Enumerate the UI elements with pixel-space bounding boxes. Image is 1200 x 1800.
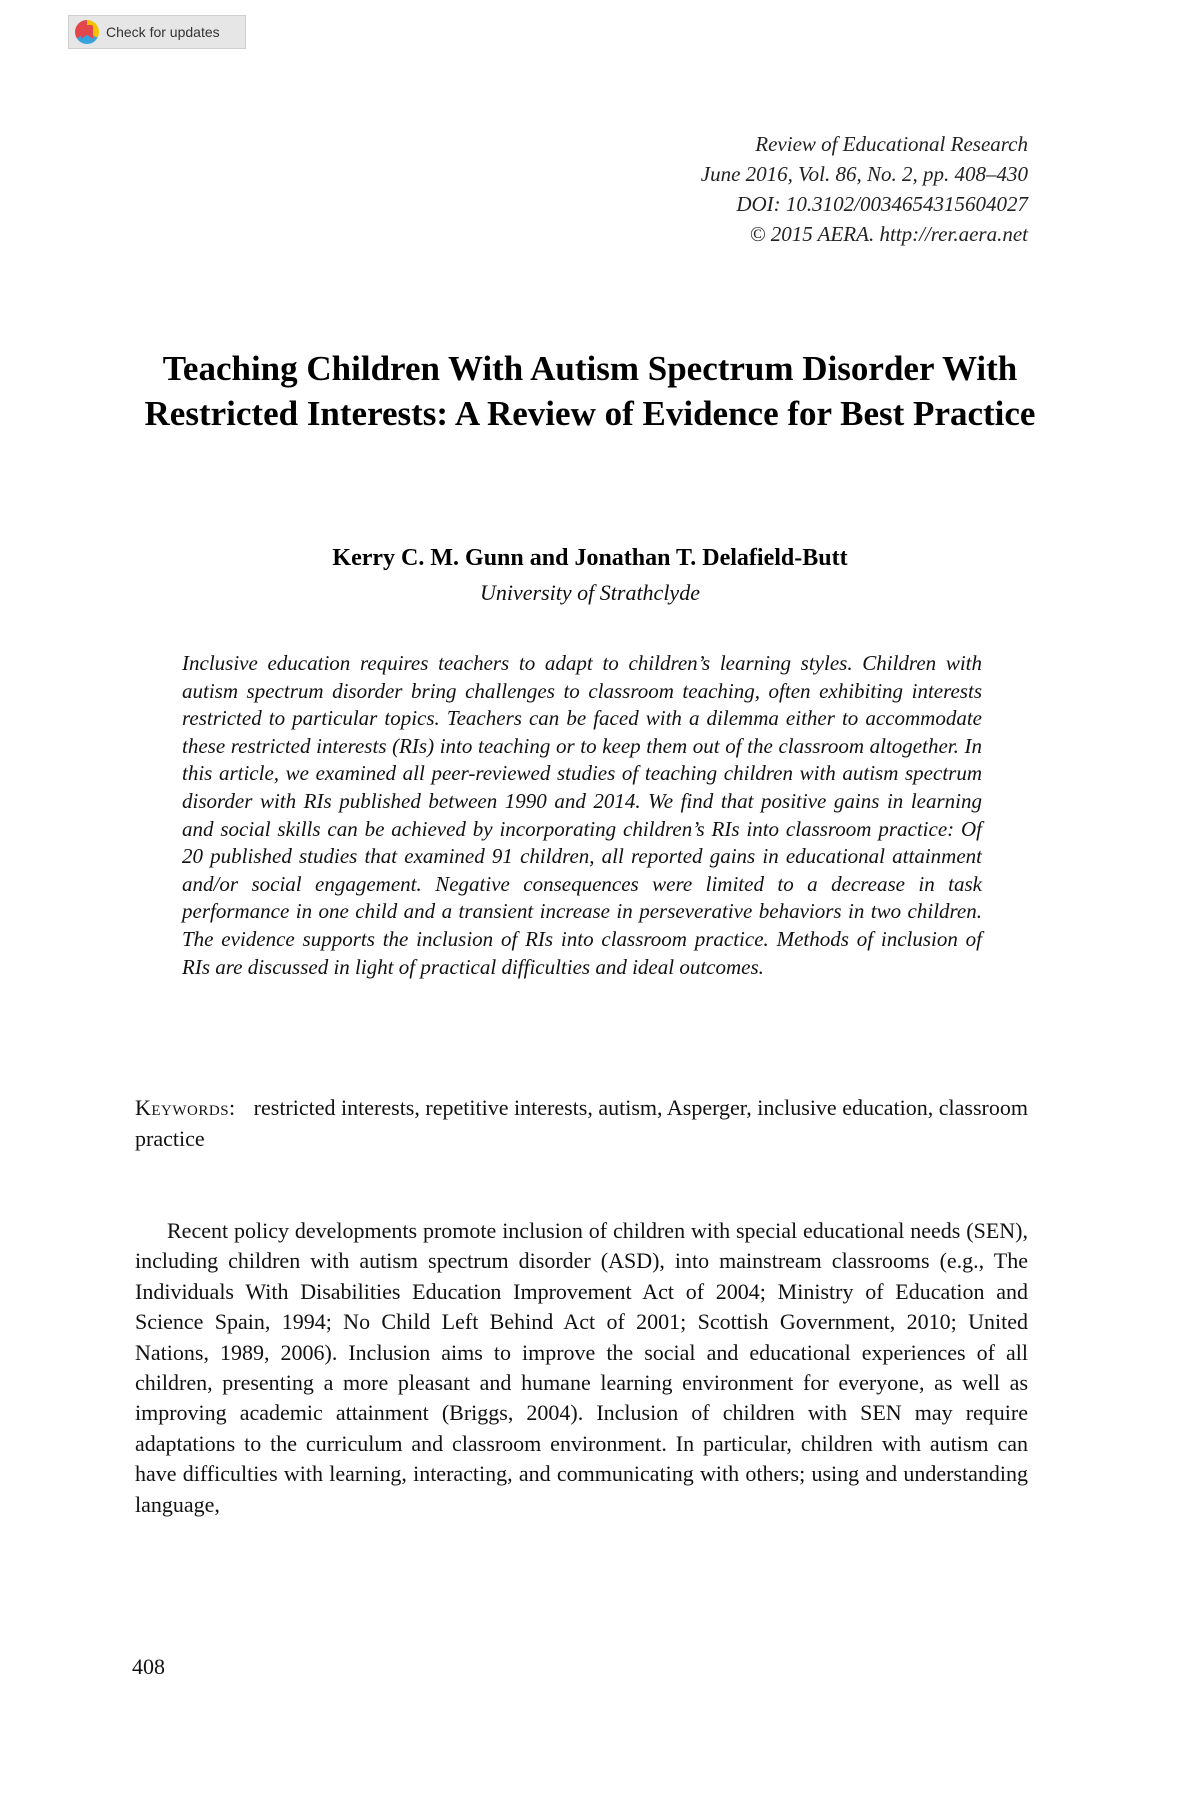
article-authors: Kerry C. M. Gunn and Jonathan T. Delafield-Butt	[332, 545, 848, 571]
article-title: Teaching Children With Autism Spectrum Disorder With Restricted Interests: A Review of Evidence for Best Practice	[144, 349, 1036, 433]
journal-issue: June 2016, Vol. 86, No. 2, pp. 408–430	[700, 162, 1028, 186]
body-paragraph: Recent policy developments promote inclusion of children with special educational needs (SEN), including children with autism spectrum disorder (ASD), into mainstream classrooms (e.g., The Individuals With Disabilities Education Improvement Act of 2004; Ministry of Education and Science Spain, 1994; No Child Left Behind Act of 2001; Scottish Government, 2010; United Nations, 1989, 2006). Inclusion aims to improve the social and educational experiences of all children, presenting a more pleasant and humane learning environment for everyone, as well as improving academic attainment (Briggs, 2004). Inclusion of children with SEN may require adaptations to the curriculum and classroom environment. In particular, children with autism can have difficulties with learning, interacting, and communicating with others; using and understanding language,	[135, 1218, 1028, 1517]
journal-copyright: © 2015 AERA. http://rer.aera.net	[749, 222, 1028, 246]
keywords	[135, 1092, 1028, 1154]
keywords-text: restricted interests, repetitive interests, autism, Asperger, inclusive education, classroom practice	[135, 1095, 1028, 1151]
journal-doi: DOI: 10.3102/0034654315604027	[736, 192, 1028, 216]
journal-name: Review of Educational Research	[755, 132, 1028, 156]
check-for-updates-label: Check for updates	[106, 24, 220, 40]
keywords-label: Keywords:	[135, 1095, 236, 1120]
journal-header	[701, 129, 1028, 249]
page-number: 408	[132, 1654, 165, 1679]
crossmark-icon	[75, 20, 99, 44]
author-affiliation: University of Strathclyde	[480, 580, 700, 605]
abstract: Inclusive education requires teachers to adapt to children’s learning styles. Children with autism spectrum disorder bring challenges to classroom teaching, often exhibiting interests restricted to particular topics. Teachers can be faced with a dilemma either to accommodate these restricted interests (RIs) into teaching or to keep them out of the classroom altogether. In this article, we examined all peer-reviewed studies of teaching children with autism spectrum disorder with RIs published between 1990 and 2014. We find that positive gains in learning and social skills can be achieved by incorporating children’s RIs into classroom practice: Of 20 published studies that examined 91 children, all reported gains in educational attainment and/or social engagement. Negative consequences were limited to a decrease in task performance in one child and a transient increase in perseverative behaviors in two children. The evidence supports the inclusion of RIs into classroom practice. Methods of inclusion of RIs are discussed in light of practical difficulties and ideal outcomes.	[182, 651, 982, 979]
check-for-updates-button[interactable]	[68, 15, 246, 49]
